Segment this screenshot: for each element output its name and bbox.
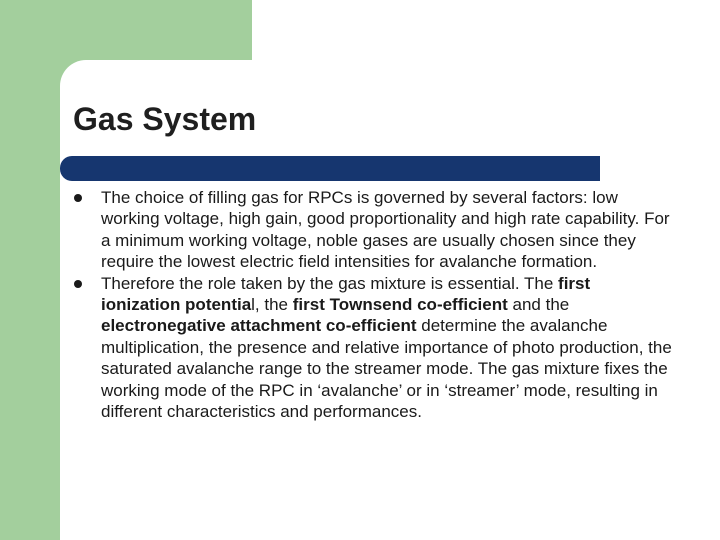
bold-term-first-townsend-coefficient: first Townsend co-efficient: [292, 295, 508, 315]
bullet-text: [101, 273, 672, 423]
bullet-list: [72, 187, 672, 422]
bullet-text-segment: The choice of filling gas for RPCs is governed by several factors: low working voltage, high gain, good proportionality and high rate capability. For a minimum working voltage, noble gases are usually chosen since they require the lowest electric field intensities for avalanche formation.: [101, 188, 670, 272]
bold-term-electronegative-attachment-coefficient: electronegative attachment co-efficient: [101, 316, 417, 336]
bullet-text-segment: Therefore the role taken by the gas mixture is essential. The: [101, 273, 559, 293]
bullet-text-segment: and the: [507, 295, 570, 315]
bullet-text-segment: l, the: [251, 295, 293, 315]
title-underline-bar: [60, 156, 600, 181]
bullet-icon: [74, 280, 82, 288]
bullet-text: [101, 187, 672, 273]
slide-title: Gas System: [73, 101, 257, 137]
bullet-text-segment: determine the avalanche multiplication, the presence and relative importance of photo production, the saturated avalanche range to the streamer mode. The gas mixture fixes the working mode of the RPC in ‘avalanche’ or in ‘streamer’ mode, resulting in different characteristics and performances.: [101, 316, 672, 422]
bullet-icon: [74, 194, 82, 202]
bold-term-first-ionization-potential: first ionization potentia: [101, 273, 591, 315]
bullet-item: [72, 187, 672, 273]
bullet-item: [72, 273, 672, 423]
